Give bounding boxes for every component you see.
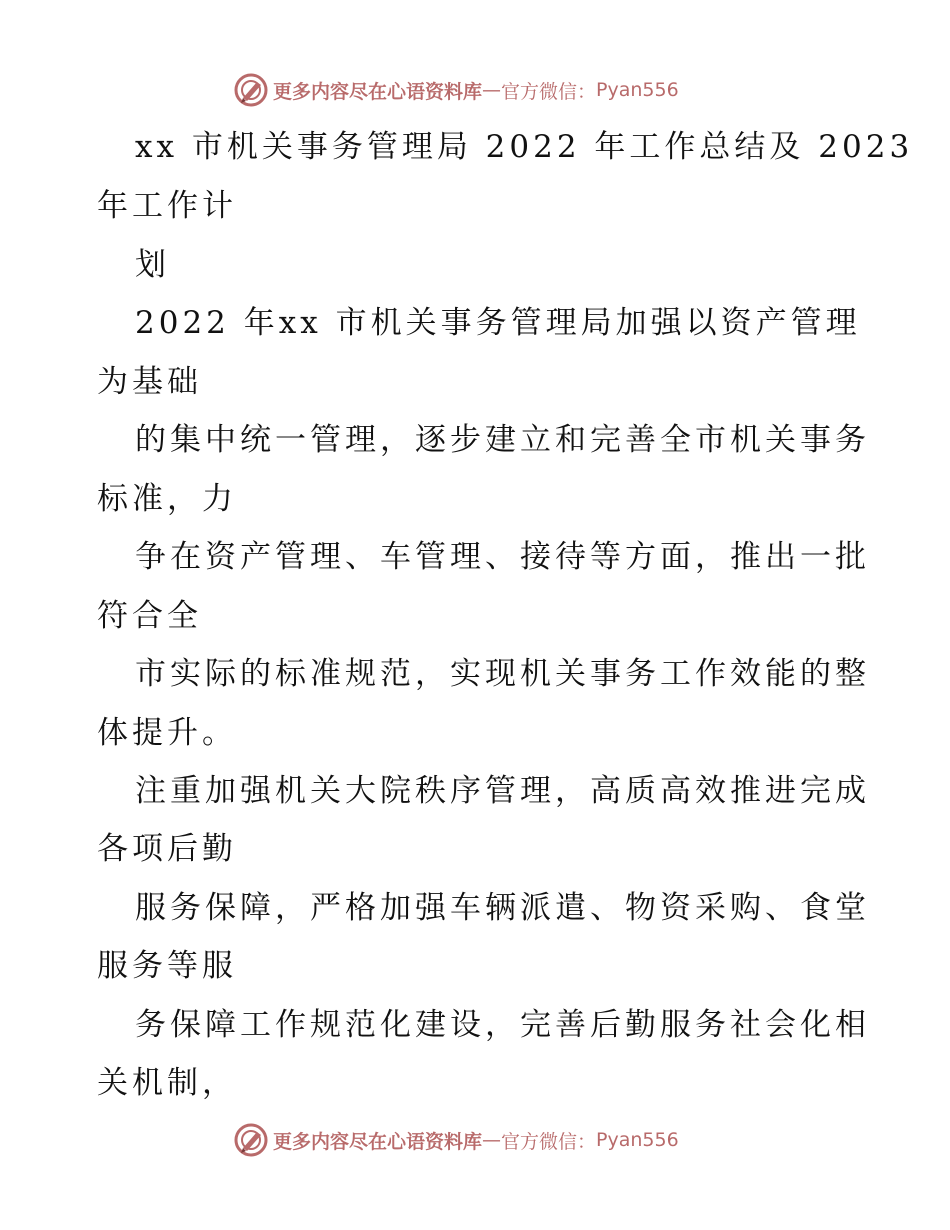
banner-contact-label: 官方微信： <box>501 1130 597 1153</box>
paragraph-line: 为基础 <box>97 364 202 400</box>
banner-text: 更多内容尽在心语资料库 <box>273 1130 483 1153</box>
paragraph-line: 各项后勤 <box>97 831 237 867</box>
paragraph-line: 2022 年xx 市机关事务管理局加强以资产管理 <box>135 305 861 341</box>
pen-circle-icon <box>233 72 269 108</box>
footer-banner <box>233 1120 679 1160</box>
banner-text: 更多内容尽在心语资料库 <box>273 80 483 103</box>
paragraph-line: 服务等服 <box>97 948 237 984</box>
pen-circle-icon <box>233 1122 269 1158</box>
banner-separator: — <box>482 79 502 101</box>
paragraph-line: 符合全 <box>97 598 202 634</box>
document-title-line: 划 <box>135 247 170 283</box>
paragraph-line: 关机制， <box>97 1065 237 1101</box>
header-banner <box>233 70 679 110</box>
banner-contact-label: 官方微信： <box>501 80 597 103</box>
banner-separator: — <box>482 1129 502 1151</box>
document-title-line: xx 市机关事务管理局 2022 年工作总结及 2023 <box>135 129 914 165</box>
paragraph-line: 市实际的标准规范，实现机关事务工作效能的整 <box>135 656 870 692</box>
banner-contact-id: Pyan556 <box>596 1129 679 1151</box>
banner-contact-id: Pyan556 <box>596 79 679 101</box>
document-title-line: 年工作计 <box>97 188 237 224</box>
paragraph-line: 争在资产管理、车管理、接待等方面，推出一批 <box>135 539 870 575</box>
paragraph-line: 服务保障，严格加强车辆派遣、物资采购、食堂 <box>135 890 870 926</box>
paragraph-line: 标准，力 <box>97 481 237 517</box>
paragraph-line: 务保障工作规范化建设，完善后勤服务社会化相 <box>135 1007 870 1043</box>
paragraph-line: 体提升。 <box>97 715 237 751</box>
paragraph-line: 的集中统一管理，逐步建立和完善全市机关事务 <box>135 422 870 458</box>
paragraph-line: 注重加强机关大院秩序管理，高质高效推进完成 <box>135 773 870 809</box>
